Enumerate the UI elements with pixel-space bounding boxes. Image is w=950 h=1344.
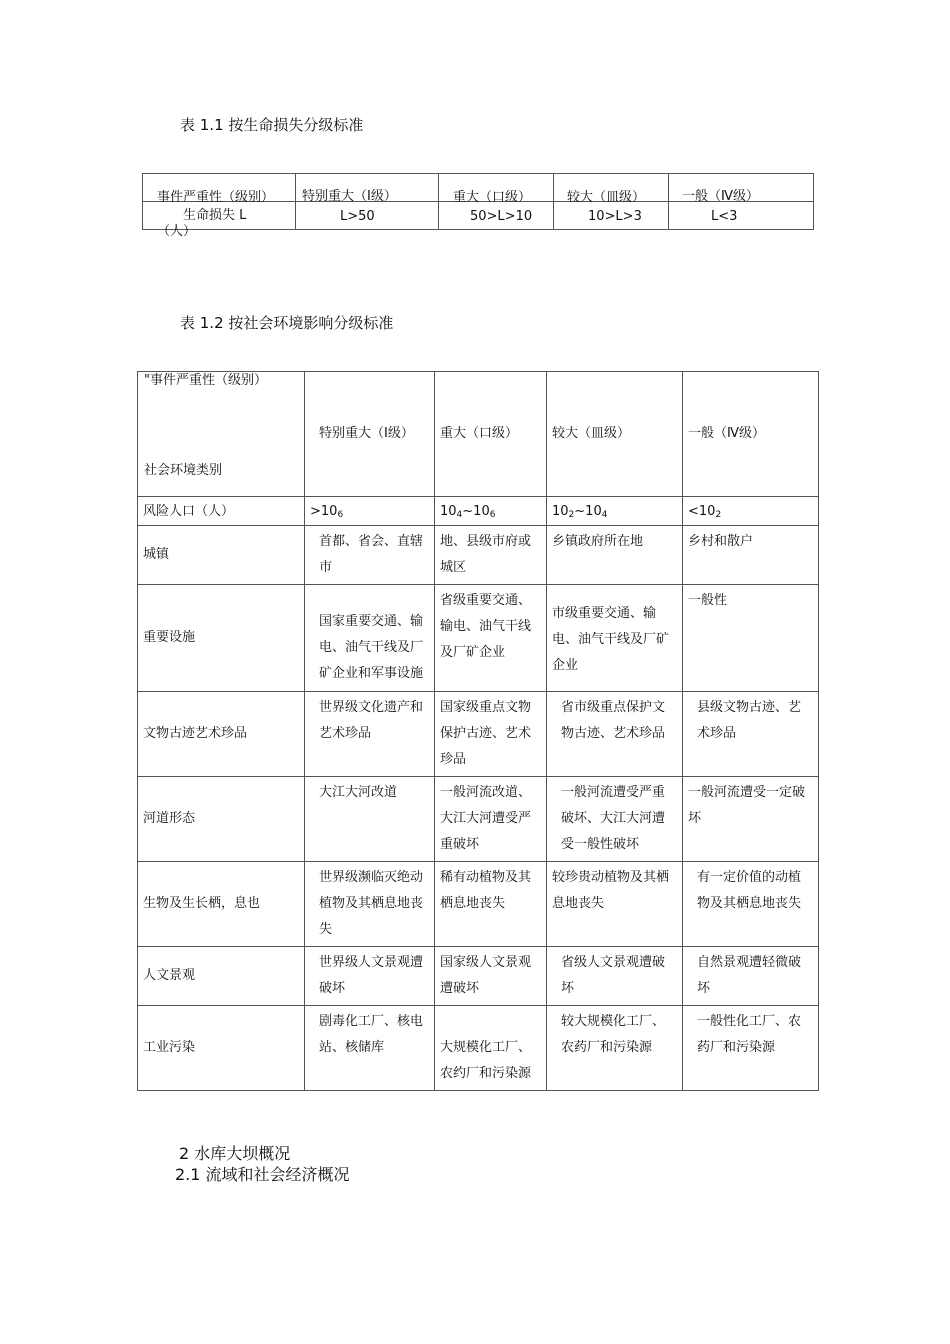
table-cell bbox=[439, 202, 554, 230]
table-cell bbox=[554, 174, 669, 205]
table-cell bbox=[554, 202, 669, 230]
life-loss-table bbox=[142, 173, 814, 239]
header-severity: 事件严重性（级别） bbox=[157, 190, 275, 205]
table-cell bbox=[683, 777, 819, 862]
table-cell bbox=[669, 202, 814, 230]
table-row bbox=[138, 497, 819, 526]
table-cell bbox=[547, 497, 683, 526]
row-label: 人文景观 bbox=[143, 968, 196, 983]
table-cell bbox=[138, 947, 305, 1006]
header-level-4: 一般（Ⅳ级） bbox=[682, 189, 759, 204]
value-level-1: L>50 bbox=[340, 209, 375, 224]
header-level-4: 一般（Ⅳ级） bbox=[688, 426, 765, 441]
header-level-1: 特别重大（Ⅰ级） bbox=[319, 426, 414, 441]
table-cell bbox=[305, 947, 435, 1006]
table2-caption: 表 1.2 按社会环境影响分级标准 bbox=[180, 314, 394, 332]
table-cell bbox=[138, 497, 305, 526]
table-row bbox=[138, 692, 819, 777]
cell-text: 稀有动植物及其栖息地丧失 bbox=[440, 870, 532, 911]
social-impact-table bbox=[137, 371, 819, 1091]
row-label: 文物古迹艺术珍品 bbox=[143, 726, 248, 741]
row-label: 城镇 bbox=[143, 547, 170, 562]
header-severity: "事件严重性（级别） bbox=[144, 373, 267, 388]
table-cell bbox=[143, 202, 296, 239]
cell-text: 一般河流遭受严重破坏、大江大河遭受一般性破坏 bbox=[561, 785, 666, 852]
header-level-3: 较大（皿级） bbox=[567, 190, 646, 205]
row-label: 河道形态 bbox=[143, 811, 196, 826]
table-cell bbox=[305, 497, 435, 526]
cell-text: 大规模化工厂、农约厂和污染源 bbox=[440, 1040, 532, 1081]
section-heading: 2 水库大坝概况 bbox=[179, 1144, 291, 1163]
table-cell bbox=[683, 862, 819, 947]
cell-text: 一般性 bbox=[688, 593, 728, 608]
risk-level-1: $>10_6$ bbox=[310, 504, 344, 520]
cell-text: 较大规模化工厂、农药厂和污染源 bbox=[561, 1014, 666, 1055]
table-row bbox=[138, 526, 819, 585]
table-cell bbox=[138, 585, 305, 692]
table-cell bbox=[547, 862, 683, 947]
table-cell bbox=[547, 947, 683, 1006]
cell-text: 一般河流改道、大江大河遭受严重破坏 bbox=[440, 785, 532, 852]
cell-text: 世界级濒临灭绝动植物及其栖息地丧失 bbox=[319, 870, 424, 937]
table-cell bbox=[683, 1006, 819, 1091]
cell-text: 地、县级市府或城区 bbox=[440, 534, 532, 575]
table-cell bbox=[669, 174, 814, 202]
table-row bbox=[143, 202, 814, 230]
table-cell bbox=[305, 372, 435, 497]
risk-level-2: $10_4\sim 10_6$ bbox=[440, 504, 496, 520]
table-cell bbox=[547, 1006, 683, 1091]
table-row bbox=[143, 174, 814, 202]
cell-text: 省市级重点保护文物古迹、艺术珍品 bbox=[561, 700, 666, 741]
table-cell bbox=[683, 372, 819, 497]
table-cell bbox=[435, 585, 547, 692]
table-cell bbox=[138, 1006, 305, 1091]
table-row bbox=[138, 777, 819, 862]
table-cell bbox=[435, 777, 547, 862]
row-label: 工业污染 bbox=[143, 1040, 196, 1055]
table-cell bbox=[683, 947, 819, 1006]
section-subheading: 2.1 流域和社会经济概况 bbox=[175, 1165, 350, 1184]
cell-text: 国家重要交通、输电、油气干线及厂矿企业和军事设施 bbox=[319, 614, 424, 681]
risk-level-4: $<10_2$ bbox=[688, 504, 722, 520]
table-cell bbox=[435, 526, 547, 585]
table-cell bbox=[138, 526, 305, 585]
cell-text: 大江大河改道 bbox=[319, 785, 398, 800]
table-cell bbox=[547, 526, 683, 585]
cell-text: 市级重要交通、输电、油气干线及厂矿企业 bbox=[552, 606, 670, 673]
header-level-2: 重大（口级） bbox=[453, 190, 532, 205]
cell-text: 剧毒化工厂、核电站、核储库 bbox=[319, 1014, 424, 1055]
cell-text: 国家级人文景观遭破坏 bbox=[440, 955, 532, 996]
cell-text: 一般河流遭受一定破坏 bbox=[688, 785, 806, 826]
table-cell bbox=[547, 692, 683, 777]
row-label: 风险人口（人） bbox=[143, 504, 235, 519]
value-level-4: L<3 bbox=[711, 209, 738, 224]
row-label: 重要设施 bbox=[143, 630, 196, 645]
value-level-3: 10>L>3 bbox=[588, 209, 642, 224]
table-cell bbox=[547, 372, 683, 497]
header-category: 社会环境类别 bbox=[144, 463, 223, 478]
table-cell bbox=[547, 777, 683, 862]
table-cell bbox=[138, 862, 305, 947]
table-cell bbox=[683, 585, 819, 692]
table-cell bbox=[435, 947, 547, 1006]
cell-text: 国家级重点文物保护古迹、艺术珍品 bbox=[440, 700, 532, 767]
table-cell bbox=[435, 692, 547, 777]
table-cell bbox=[435, 372, 547, 497]
table-cell bbox=[435, 862, 547, 947]
cell-text: 首都、省会、直辖市 bbox=[319, 534, 424, 575]
risk-level-3: $10_2\sim 10_4$ bbox=[552, 504, 608, 520]
table-cell bbox=[138, 777, 305, 862]
table-cell bbox=[305, 862, 435, 947]
table-row bbox=[138, 585, 819, 692]
cell-text: 有一定价值的动植物及其栖息地丧失 bbox=[697, 870, 802, 911]
table-cell bbox=[547, 585, 683, 692]
table-row bbox=[138, 372, 819, 497]
table-cell bbox=[683, 692, 819, 777]
cell-text: 省级人文景观遭破坏 bbox=[561, 955, 666, 996]
cell-text: 县级文物古迹、艺术珍品 bbox=[697, 700, 802, 741]
table-cell bbox=[435, 497, 547, 526]
table-cell bbox=[296, 202, 439, 230]
table-cell bbox=[296, 174, 439, 202]
table-cell bbox=[435, 1006, 547, 1091]
header-level-3: 较大（皿级） bbox=[552, 426, 631, 441]
table-cell bbox=[305, 692, 435, 777]
table1-caption: 表 1.1 按生命损失分级标准 bbox=[180, 116, 364, 134]
table-row bbox=[138, 862, 819, 947]
cell-text: 世界级人文景观遭破坏 bbox=[319, 955, 424, 996]
table-cell bbox=[138, 692, 305, 777]
cell-text: 乡镇政府所在地 bbox=[552, 534, 644, 549]
table-cell bbox=[305, 526, 435, 585]
table-cell bbox=[439, 174, 554, 205]
cell-text: 一般性化工厂、农药厂和污染源 bbox=[697, 1014, 802, 1055]
cell-text: 省级重要交通、输电、油气干线及厂矿企业 bbox=[440, 593, 532, 660]
row-label-unit: （人） bbox=[157, 224, 197, 239]
header-level-2: 重大（口级） bbox=[440, 426, 519, 441]
row-label-life-loss: 生命损失 L bbox=[183, 208, 247, 223]
cell-text: 乡村和散户 bbox=[688, 534, 754, 549]
row-label: 生物及生长栖，息也 bbox=[143, 896, 261, 911]
table-row bbox=[138, 1006, 819, 1091]
table-cell bbox=[305, 777, 435, 862]
table-cell bbox=[683, 497, 819, 526]
table-cell bbox=[305, 1006, 435, 1091]
table-cell bbox=[143, 174, 296, 205]
table-row bbox=[138, 947, 819, 1006]
header-level-1: 特别重大（Ⅰ级） bbox=[302, 189, 397, 204]
cell-text: 较珍贵动植物及其栖息地丧失 bbox=[552, 870, 670, 911]
table-cell bbox=[138, 372, 305, 497]
cell-text: 自然景观遭轻微破坏 bbox=[697, 955, 802, 996]
cell-text: 世界级文化遗产和艺术珍品 bbox=[319, 700, 424, 741]
table-cell bbox=[683, 526, 819, 585]
table-cell bbox=[305, 585, 435, 692]
value-level-2: 50>L>10 bbox=[470, 209, 533, 224]
